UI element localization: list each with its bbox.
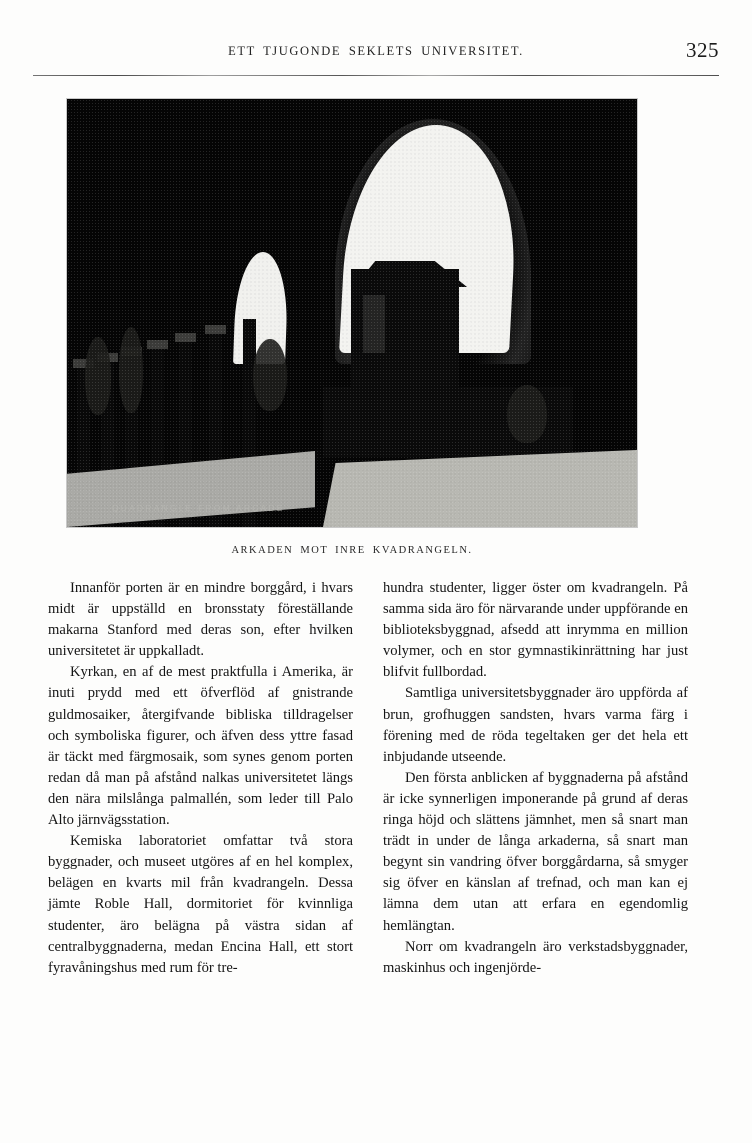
photograph-content: [67, 99, 637, 527]
paragraph: Kyrkan, en af de mest praktfulla i Amerika, är inuti prydd med ett öfverflöd af gnistrande guldmosaiker, återgifvande bibliska tilldragelser och symboliska figurer, och äfven dess yttre fasad är täckt med färgmosaik, som synes genom porten redan då man på afstånd nalkas universitetet längs den nära milslånga palmallén, som leder till Palo Alto järnvägsstation.: [48, 664, 353, 829]
paragraph: Samtliga universitetsbyggnader äro uppförda af brun, grofhuggen sandsten, hvars varma färg i förening med de röda tegeltaken ger det hela ett inbjudande utseende.: [383, 685, 688, 765]
paragraph: Innanför porten är en mindre borggård, i hvars midt är uppställd en bronsstaty föreställande makarna Stanford med deras son, efter hvilken universitetet är uppkalladt.: [48, 580, 353, 660]
building-wall-panel: [363, 295, 385, 353]
figure-photograph: [67, 99, 637, 527]
right-column: [383, 578, 688, 1098]
left-column: [48, 578, 353, 1098]
paragraph: Den första anblicken af byggnaderna på afstånd är icke synnerligen imponerande på grund af deras ringa höjd och slättens jämnhet, men så snart man trädt in under de långa arkaderna, så snart man begynt sin vandring öfver borggårdarna, så smyger sig öfver en känslan af trefnad, och man kan ej lämna dem utan att erfara en egendomlig hemlängtan.: [383, 769, 688, 934]
paragraph: Kemiska laboratoriet omfattar två stora byggnader, och museet utgöres af en hel komplex, belägen en kvarts mil från kvadrangeln. Dessa jämte Roble Hall, dormitoriet för kvinnliga studenter, äro belägna på västra sidan af centralbyggnaderna, medan Encina Hall, ett stort fyravåningshus med rum för tre-: [48, 833, 353, 976]
foliage-right: [507, 385, 547, 443]
figure-caption: ARKADEN MOT INRE KVADRANGELN.: [231, 545, 473, 556]
page-number: 325: [686, 38, 719, 62]
paragraph: hundra studenter, ligger öster om kvadrangeln. På samma sida äro för närvarande under uppförande en biblioteksbyggnad, afsedd att inrymma en million volymer, och en stor gymnastikinrättning har just blifvit fullbordad.: [383, 580, 688, 681]
foliage-left: [85, 337, 111, 415]
running-head-title: ETT TJUGONDE SEKLETS UNIVERSITET.: [228, 44, 524, 58]
foliage-left-2: [119, 327, 143, 413]
running-head: [33, 38, 719, 68]
body-columns: [48, 578, 704, 1098]
header-rule: [33, 75, 719, 76]
paragraph: Norr om kvadrangeln äro verkstadsbyggnader, maskinhus och ingenjörde-: [383, 938, 688, 976]
photograph-embedded-caption: QUADRANGLE FROM ARCADE: [112, 503, 285, 513]
pavement-right: [323, 445, 637, 527]
foliage-centre: [253, 339, 287, 411]
